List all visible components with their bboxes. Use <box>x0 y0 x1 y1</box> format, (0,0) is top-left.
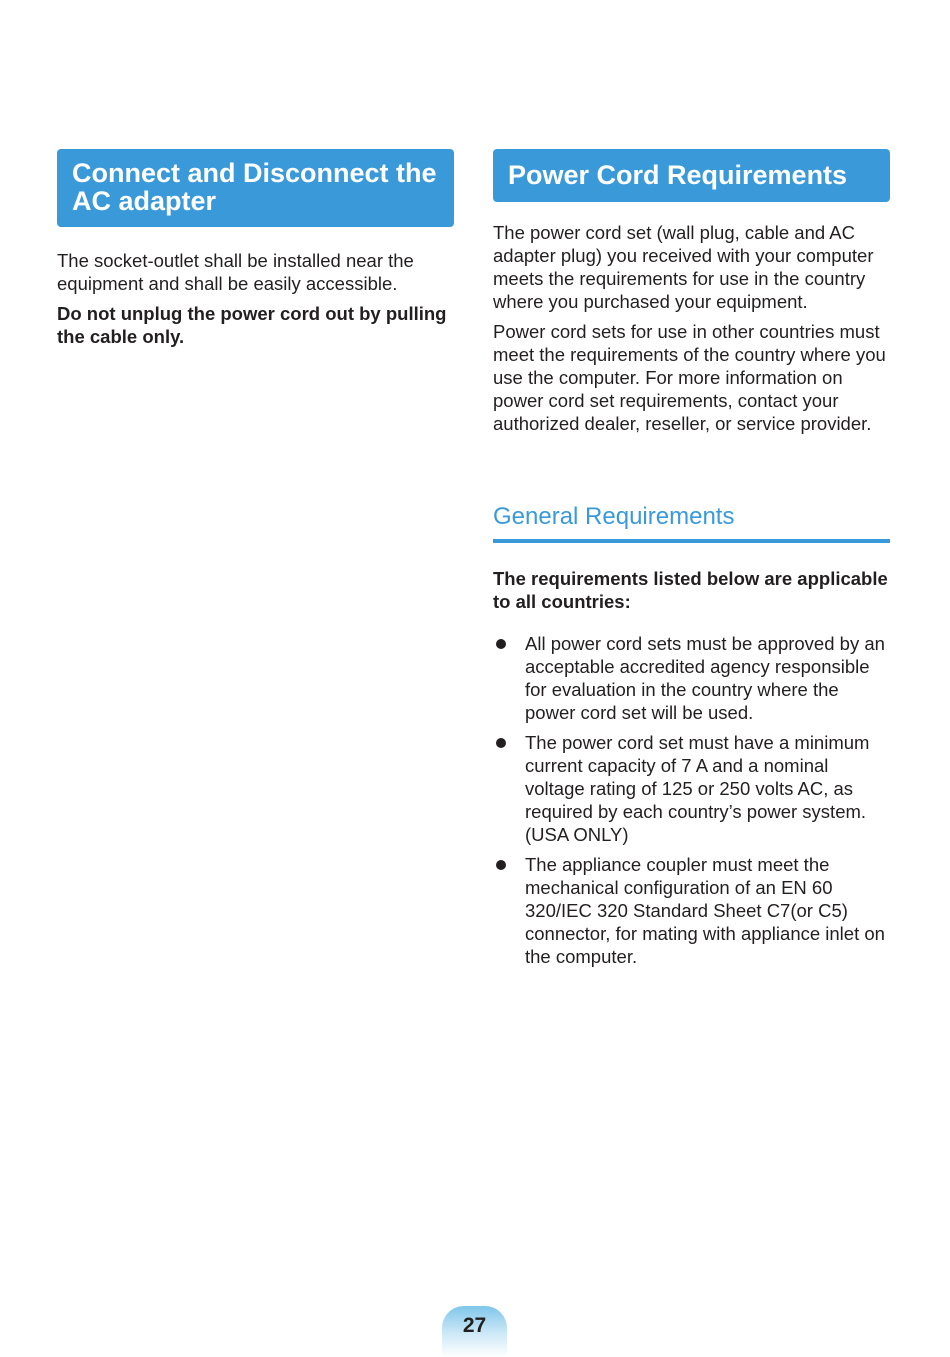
list-item <box>493 632 890 724</box>
unplug-warning: Do not unplug the power cord out by pulling the cable only. <box>57 303 447 347</box>
left-column <box>57 149 454 348</box>
list-item-text: The appliance coupler must meet the mechanical configuration of an EN 60 320/IEC 320 Standard Sheet C7(or C5) connector, for mating with appliance inlet on the computer. <box>525 854 885 967</box>
list-item-text: The power cord set must have a minimum current capacity of 7 A and a nominal voltage rating of 125 or 250 volts AC, as required by each country’s power system. (USA ONLY) <box>525 732 870 845</box>
section-banner-power-cord <box>493 149 890 202</box>
page-number-tab <box>442 1306 507 1357</box>
bullet-icon <box>496 860 506 870</box>
banner-title: Connect and Disconnect the AC adapter <box>72 158 437 216</box>
list-item <box>493 731 890 846</box>
power-cord-paragraph: The power cord set (wall plug, cable and AC adapter plug) you received with your computer meets the requirements for use in the country where you purchased your equipment. <box>493 222 874 312</box>
bullet-icon <box>496 738 506 748</box>
list-item <box>493 853 890 968</box>
section-banner-ac-adapter <box>57 149 454 227</box>
list-item-text: All power cord sets must be approved by an acceptable accredited agency responsible for evaluation in the country where the power cord set will be used. <box>525 633 885 723</box>
banner-title: Power Cord Requirements <box>508 160 848 190</box>
socket-outlet-paragraph: The socket-outlet shall be installed near the equipment and shall be easily accessible. <box>57 250 414 294</box>
right-column <box>493 149 890 975</box>
bullet-icon <box>496 639 506 649</box>
requirements-list <box>493 632 890 968</box>
requirements-intro: The requirements listed below are applicable to all countries: <box>493 568 888 612</box>
general-requirements-heading: General Requirements <box>493 503 890 543</box>
other-countries-paragraph: Power cord sets for use in other countries must meet the requirements of the country where you use the computer. For more information on power cord set requirements, contact your authorized dealer, reseller, or service provider. <box>493 321 886 434</box>
page-number: 27 <box>462 1314 487 1337</box>
